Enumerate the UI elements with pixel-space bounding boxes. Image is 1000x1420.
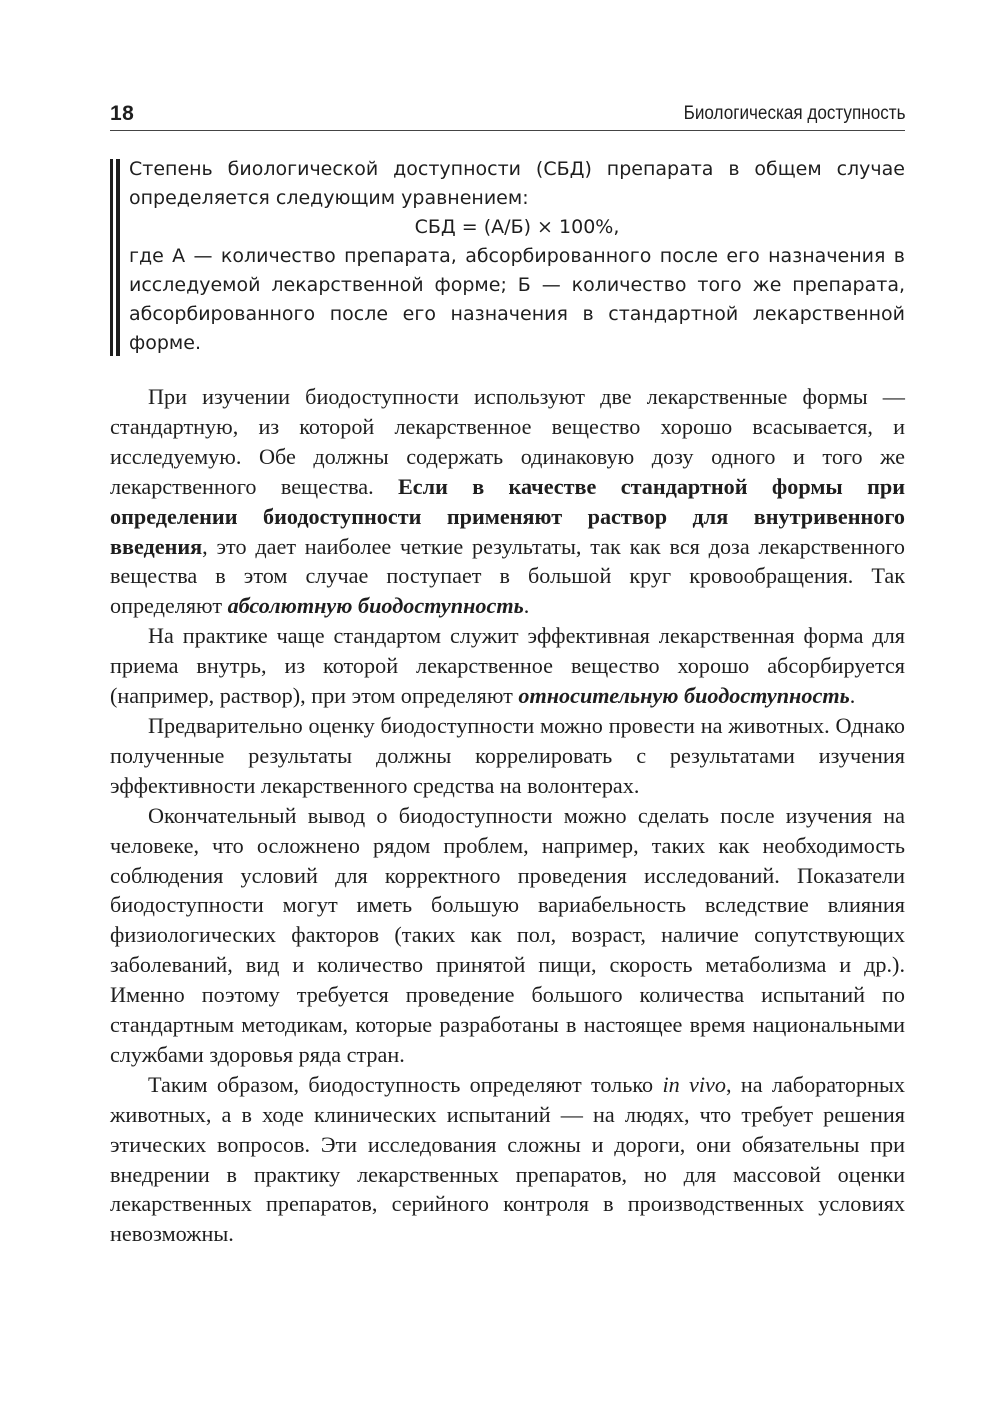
paragraph-1-part-a: При изучении биодоступности используют две лекарственные формы — стандартную, из которой лекарственное вещество хорошо всасывается, и исследуемую. Обе должны содержать одинаковую дозу одного и того же лекарственного вещества. xyxy=(110,384,905,499)
page-number: 18 xyxy=(110,102,135,125)
body-text xyxy=(110,382,905,1249)
paragraph-4: Окончательный вывод о биодоступности можно сделать после изучения на человеке, что осложнено рядом проблем, например, таких как необходимость соблюдения условий для корректного проведения исследований. Показатели биодоступности могут иметь большую вариабельность вследствие влияния физиологических факторов (таких как пол, возраст, наличие сопутствующих заболеваний, вид и количество принятой пищи, скорость метаболизма и др.). Именно поэтому требуется проведение большого количества испытаний по стандартным методикам, которые разработаны в настоящее время национальными службами здоровья ряда стран. xyxy=(110,802,905,1067)
latin-term-in-vivo: in vivo xyxy=(662,1071,726,1097)
callout-explanation: где А — количество препарата, абсорбированного после его назначения в исследуемой лекарственной форме; Б — количество того же препарата, абсорбированного после его назначения в стандартной лекарственной форме. xyxy=(129,245,905,354)
term-absolute-bioavailability: абсолютную биодоступность xyxy=(227,593,524,619)
callout-intro: Степень биологической доступности (СБД) препарата в общем случае определяется следующим уравнением: xyxy=(129,158,905,209)
bioavailability-formula: СБД = (А/Б) × 100%, xyxy=(414,216,620,238)
paragraph-5 xyxy=(110,1070,905,1249)
term-relative-bioavailability: относительную биодоступность xyxy=(518,683,850,709)
paragraph-2-part-b: . xyxy=(849,683,856,709)
page-header xyxy=(110,94,905,131)
paragraph-5-part-a: Таким образом, биодоступность определяют только xyxy=(148,1071,663,1097)
paragraph-2-part-a: На практике чаще стандартом служит эффективная лекарственная форма для приема внутрь, из которой лекарственное вещество хорошо абсорбируется (например, раствор), при этом определяют xyxy=(110,623,905,709)
callout-double-bar xyxy=(110,159,122,356)
paragraph-3: Предварительно оценку биодоступности можно провести на животных. Однако полученные результаты должны коррелировать с результатами изучения эффективности лекарственного средства на волонтерах. xyxy=(110,712,905,798)
definition-callout xyxy=(110,155,905,358)
running-title: Биологическая доступность xyxy=(683,103,905,124)
paragraph-1 xyxy=(110,382,905,621)
paragraph-5-part-b: , на лабораторных животных, а в ходе клинических испытаний — на людях, что требует решения этических вопросов. Эти исследования сложны и дороги, они обязательны при внедрении в практику лекарственных препаратов, но для массовой оценки лекарственных препаратов, серийного контроля в производственных условиях невозможны. xyxy=(110,1071,905,1247)
paragraph-1-bold-phrase: Если в качестве стандартной формы при определении биодоступности применяют раствор для внутривенного введения xyxy=(110,473,905,559)
paragraph-1-part-c: . xyxy=(523,593,530,619)
book-page xyxy=(110,94,905,1249)
paragraph-2 xyxy=(110,621,905,711)
paragraph-1-part-b: , это дает наиболее четкие результаты, так как вся доза лекарственного вещества в этом случае поступает в большой круг кровообращения. Так определяют xyxy=(110,533,905,619)
